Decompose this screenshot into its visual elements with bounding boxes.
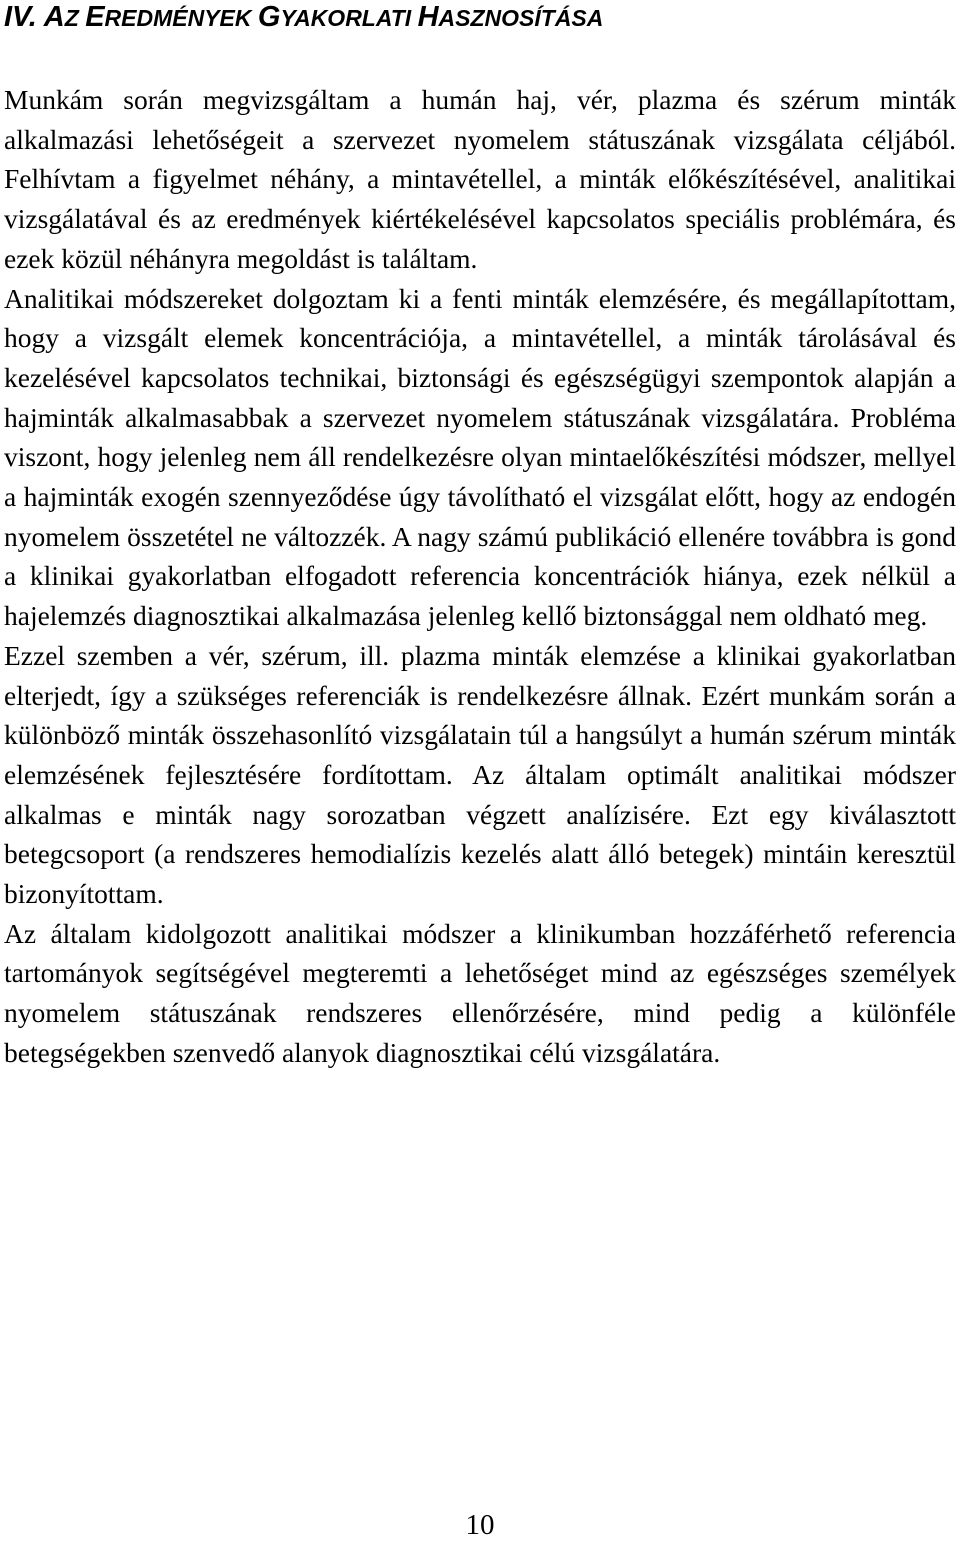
heading-number: IV. (4, 1, 44, 33)
heading-initial-e: E (85, 1, 105, 33)
page-number: 10 (465, 1509, 495, 1541)
paragraph-4: Az általam kidolgozott analitikai módszer a klinikumban hozzáférhető referencia tartományok segítségével megteremti a lehetőséget mind az egészséges személyek nyomelem státuszának rendszeres ellenőrzésére, mind pedig a különféle betegségekben szenvedő alanyok diagnosztikai célú vizsgálatára. (4, 917, 956, 1068)
heading-word-3-rest: YAKORLATI (280, 5, 418, 31)
paragraph-2: Analitikai módszereket dolgoztam ki a fenti minták elemzésére, és megállapítottam, hogy a vizsgált elemek koncentrációja, a mintavétellel, a minták tárolásával és kezelésével kapcsolatos technikai, biztonsági és egészségügyi szempontok alapján a hajminták alkalmasabbak a szervezet nyomelem státuszának vizsgálatára. Probléma viszont, hogy jelenleg nem áll rendelkezésre olyan mintaelőkészítési módszer, mellyel a hajminták exogén szennyeződése úgy távolítható el vizsgálat előtt, hogy az endogén nyomelem összetétel ne változzék. A nagy számú publikáció ellenére továbbra is gond a klinikai gyakorlatban elfogadott referencia koncentrációk hiánya, ezek nélkül a hajelemzés diagnosztikai alkalmazása jelenleg kellő biztonsággal nem oldható meg. (4, 282, 956, 632)
section-heading (4, 2, 954, 33)
heading-word-1-rest: Z (64, 5, 86, 31)
heading-initial-h: H (417, 1, 439, 33)
heading-word-4-rest: ASZNOSÍTÁSA (438, 5, 604, 31)
heading-initial-a: A (43, 1, 65, 33)
body-text (4, 80, 956, 1073)
paragraph-1: Munkám során megvizsgáltam a humán haj, vér, plazma és szérum minták alkalmazási lehetőségeit a szervezet nyomelem státuszának vizsgálata céljából. Felhívtam a figyelmet néhány, a mintavétellel, a minták előkészítésével, analitikai vizsgálatával és az eredmények kiértékelésével kapcsolatos speciális problémára, és ezek közül néhányra megoldást is találtam. (4, 84, 956, 274)
heading-initial-g: G (257, 1, 281, 33)
heading-word-2-rest: REDMÉNYEK (104, 5, 258, 31)
paragraph-3: Ezzel szemben a vér, szérum, ill. plazma minták elemzése a klinikai gyakorlatban elterjedt, így a szükséges referenciák is rendelkezésre állnak. Ezért munkám során a különböző minták összehasonlító vizsgálatain túl a hangsúlyt a humán szérum minták elemzésének fejlesztésére fordítottam. Az általam optimált analitikai módszer alkalmas e minták nagy sorozatban végzett analízisére. Ezt egy kiválasztott betegcsoport (a rendszeres hemodialízis kezelés alatt álló betegek) mintáin keresztül bizonyítottam. (4, 639, 956, 910)
